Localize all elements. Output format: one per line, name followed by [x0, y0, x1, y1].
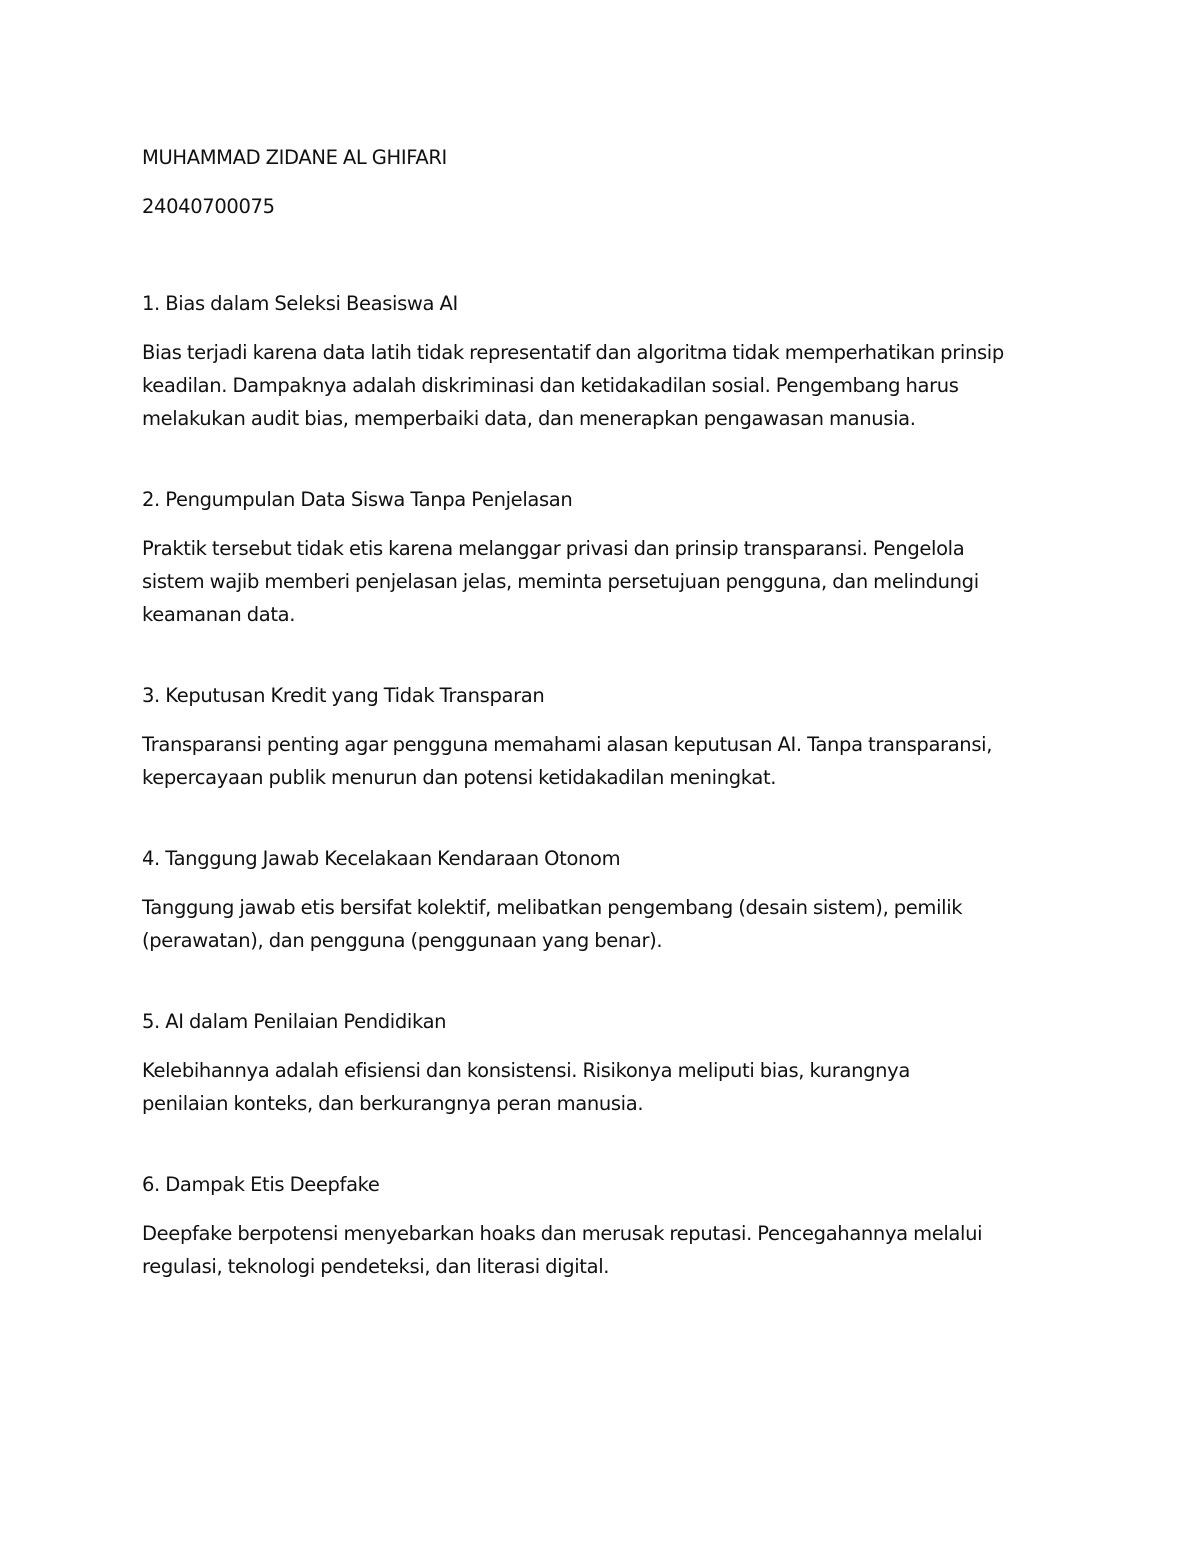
body-line: Praktik tersebut tidak etis karena melanggar privasi dan prinsip transparansi. Pengelola: [142, 537, 965, 560]
student-id: 24040700075: [142, 195, 275, 218]
section-title: 4. Tanggung Jawab Kecelakaan Kendaraan Otonom: [142, 847, 621, 870]
body-line: kepercayaan publik menurun dan potensi ketidakadilan meningkat.: [142, 766, 777, 789]
section-title: 2. Pengumpulan Data Siswa Tanpa Penjelasan: [142, 488, 573, 511]
body-line: (perawatan), dan pengguna (penggunaan yang benar).: [142, 929, 663, 952]
body-line: Deepfake berpotensi menyebarkan hoaks dan merusak reputasi. Pencegahannya melalui: [142, 1222, 983, 1245]
body-line: keamanan data.: [142, 603, 296, 626]
section-body: [142, 728, 1062, 794]
body-line: keadilan. Dampaknya adalah diskriminasi dan ketidakadilan sosial. Pengembang harus: [142, 374, 959, 397]
section-kendaraan-otonom: [142, 842, 1062, 957]
body-line: regulasi, teknologi pendeteksi, dan literasi digital.: [142, 1255, 610, 1278]
section-body: [142, 336, 1062, 435]
section-body: [142, 1217, 1062, 1283]
body-line: Kelebihannya adalah efisiensi dan konsistensi. Risikonya meliputi bias, kurangnya: [142, 1059, 910, 1082]
body-line: Tanggung jawab etis bersifat kolektif, melibatkan pengembang (desain sistem), pemilik: [142, 896, 963, 919]
section-keputusan-kredit: [142, 679, 1062, 794]
section-pengumpulan-data: [142, 483, 1062, 631]
section-title: 1. Bias dalam Seleksi Beasiswa AI: [142, 292, 458, 315]
body-line: Bias terjadi karena data latih tidak representatif dan algoritma tidak memperhatikan prinsip: [142, 341, 1004, 364]
section-title: 5. AI dalam Penilaian Pendidikan: [142, 1010, 447, 1033]
section-title: 3. Keputusan Kredit yang Tidak Transparan: [142, 684, 545, 707]
section-deepfake: [142, 1168, 1062, 1283]
section-body: [142, 532, 1062, 631]
section-body: [142, 891, 1062, 957]
section-title: 6. Dampak Etis Deepfake: [142, 1173, 380, 1196]
section-penilaian-pendidikan: [142, 1005, 1062, 1120]
document-content: [142, 141, 1062, 1331]
body-line: Transparansi penting agar pengguna memahami alasan keputusan AI. Tanpa transparansi,: [142, 733, 993, 756]
body-line: melakukan audit bias, memperbaiki data, dan menerapkan pengawasan manusia.: [142, 407, 916, 430]
body-line: sistem wajib memberi penjelasan jelas, meminta persetujuan pengguna, dan melindungi: [142, 570, 979, 593]
section-bias-beasiswa: [142, 287, 1062, 435]
author-name: MUHAMMAD ZIDANE AL GHIFARI: [142, 146, 447, 169]
section-body: [142, 1054, 1062, 1120]
body-line: penilaian konteks, dan berkurangnya peran manusia.: [142, 1092, 644, 1115]
